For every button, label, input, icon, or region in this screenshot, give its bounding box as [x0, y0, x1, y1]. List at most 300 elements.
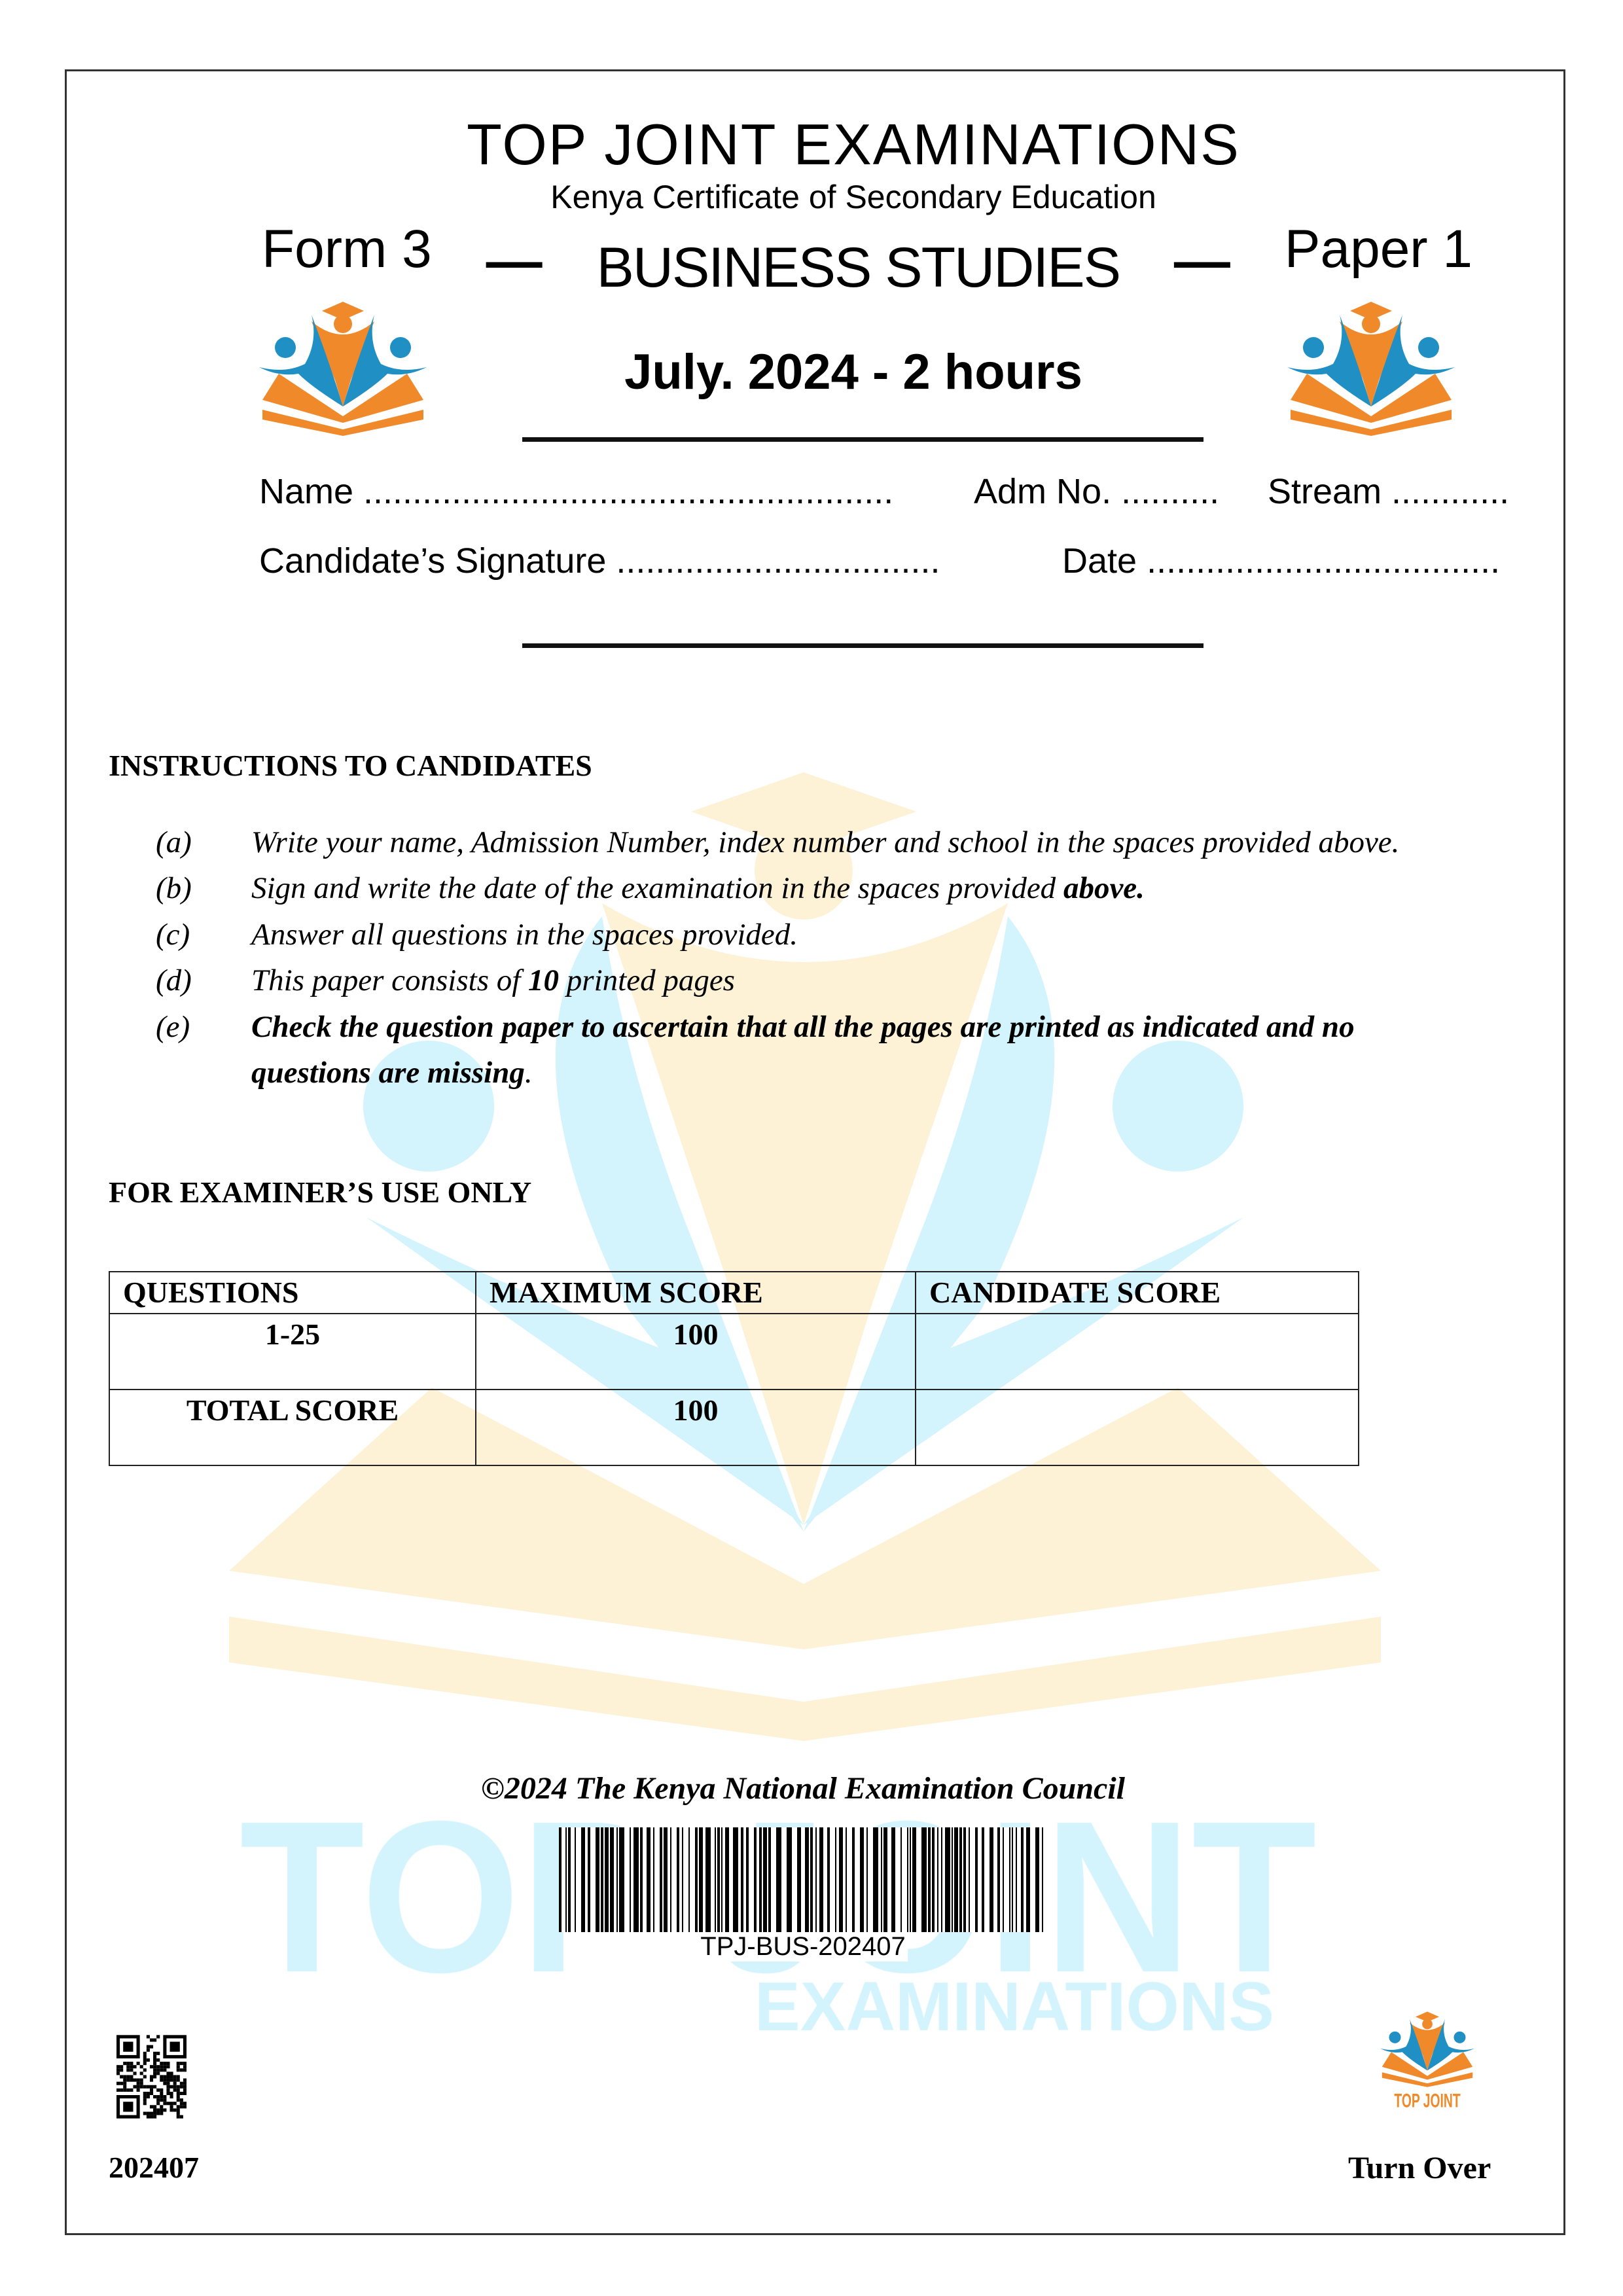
barcode-bar	[1016, 1827, 1017, 1932]
qr-module	[150, 2079, 153, 2082]
qr-module	[143, 2075, 147, 2078]
barcode-bar	[559, 1827, 562, 1932]
barcode-bar	[827, 1827, 830, 1932]
stream-field[interactable]: Stream ............	[1268, 472, 1510, 511]
qr-module	[126, 2068, 130, 2072]
qr-module	[170, 2105, 173, 2108]
barcode-bar	[633, 1827, 639, 1932]
barcode-bar	[963, 1827, 966, 1932]
qr-module	[137, 2062, 140, 2065]
qr-module	[160, 2092, 163, 2095]
qr-module	[170, 2079, 173, 2082]
barcode-bar	[705, 1827, 711, 1932]
qr-module	[183, 2089, 187, 2092]
item-bold: 10	[528, 963, 560, 997]
qr-module	[177, 2108, 180, 2111]
qr-module	[147, 2035, 150, 2038]
barcode-bar	[741, 1827, 743, 1932]
qr-module	[160, 2098, 163, 2102]
barcode-bar	[941, 1827, 942, 1932]
examiner-heading: FOR EXAMINER’S USE ONLY	[109, 1175, 532, 1209]
item-label: (b)	[156, 871, 192, 905]
qr-module	[166, 2075, 169, 2078]
qr-module	[143, 2052, 147, 2055]
barcode-bar	[990, 1827, 993, 1932]
qr-module	[133, 2072, 136, 2075]
barcode-bar	[695, 1827, 698, 1932]
qr-module	[156, 2058, 160, 2062]
barcode-bar	[866, 1827, 868, 1932]
barcode-bar	[664, 1827, 668, 1932]
barcode	[559, 1827, 1047, 1932]
qr-module	[153, 2068, 156, 2072]
questions-cell: 1-25	[109, 1314, 476, 1390]
qr-module	[116, 2065, 120, 2068]
qr-module	[153, 2112, 156, 2115]
qr-module	[180, 2082, 183, 2085]
qr-module	[150, 2085, 153, 2089]
barcode-bar	[932, 1827, 935, 1932]
qr-module	[180, 2102, 183, 2105]
qr-module	[133, 2085, 136, 2089]
instruction-item-continued	[251, 1055, 533, 1090]
barcode-bar	[768, 1827, 771, 1932]
qr-module	[153, 2095, 156, 2098]
barcode-bar	[653, 1827, 654, 1932]
qr-module	[180, 2098, 183, 2102]
fields-divider	[522, 643, 1204, 648]
qr-module	[166, 2085, 169, 2089]
barcode-bar	[852, 1827, 855, 1932]
qr-module	[123, 2062, 126, 2065]
qr-module	[173, 2102, 177, 2105]
qr-module	[137, 2085, 140, 2089]
qr-module	[147, 2049, 150, 2052]
qr-module	[137, 2079, 140, 2082]
column-header: QUESTIONS	[109, 1272, 476, 1314]
subject-title: BUSINESS STUDIES	[596, 236, 1120, 299]
item-text: Write your name, Admission Number, index number and school in the spaces provided above.	[251, 825, 1400, 859]
qr-module	[177, 2112, 180, 2115]
qr-module	[153, 2052, 156, 2055]
qr-module	[156, 2068, 160, 2072]
item-bold: questions are missing	[251, 1056, 525, 1090]
turn-over-label: Turn Over	[1348, 2151, 1491, 2185]
paper-label: Paper 1	[1284, 219, 1472, 279]
qr-module	[156, 2102, 160, 2105]
barcode-bar	[616, 1827, 618, 1932]
barcode-bar	[568, 1827, 571, 1932]
qr-module	[120, 2082, 123, 2085]
barcode-bar	[699, 1827, 703, 1932]
item-label: (e)	[156, 1010, 190, 1044]
qr-module	[150, 2045, 153, 2049]
qr-module	[177, 2098, 180, 2102]
barcode-bar	[937, 1827, 938, 1932]
adm-no-field[interactable]: Adm No. ..........	[974, 472, 1220, 511]
barcode-bar	[945, 1827, 950, 1932]
qr-module	[126, 2089, 130, 2092]
qr-module	[180, 2105, 183, 2108]
column-header: CANDIDATE SCORE	[916, 1272, 1359, 1314]
dash-right: —	[1173, 230, 1230, 293]
qr-module	[183, 2068, 187, 2072]
qr-module	[143, 2058, 147, 2062]
barcode-bar	[715, 1827, 716, 1932]
qr-module	[156, 2098, 160, 2102]
exam-title: TOP JOINT EXAMINATIONS	[467, 112, 1240, 177]
qr-module	[170, 2095, 173, 2098]
barcode-bar	[1009, 1827, 1010, 1932]
barcode-bar	[975, 1827, 978, 1932]
barcode-bar	[733, 1827, 738, 1932]
score-table	[109, 1271, 1359, 1466]
qr-module	[170, 2092, 173, 2095]
school-logo-left	[259, 302, 427, 429]
qr-module	[150, 2112, 153, 2115]
qr-module	[126, 2075, 130, 2078]
qr-module	[140, 2065, 143, 2068]
instruction-item	[156, 917, 798, 952]
qr-module	[120, 2068, 123, 2072]
qr-module	[173, 2082, 177, 2085]
qr-module	[143, 2068, 147, 2072]
qr-module	[126, 2062, 130, 2065]
qr-module	[153, 2115, 156, 2119]
table-row	[109, 1314, 1359, 1390]
qr-module	[116, 2072, 120, 2075]
barcode-bar	[721, 1827, 722, 1932]
qr-module	[150, 2115, 153, 2119]
qr-module	[137, 2089, 140, 2092]
qr-module	[173, 2108, 177, 2111]
small-logo-text: TOP JOINT	[1394, 2090, 1461, 2112]
qr-module	[143, 2112, 147, 2115]
barcode-bar	[717, 1827, 720, 1932]
qr-module	[177, 2085, 180, 2089]
qr-module	[183, 2085, 187, 2089]
qr-module	[123, 2089, 126, 2092]
qr-module	[170, 2075, 173, 2078]
qr-module	[153, 2072, 156, 2075]
qr-module	[156, 2072, 160, 2075]
qr-module	[170, 2102, 173, 2105]
barcode-bar	[969, 1827, 970, 1932]
barcode-bar	[763, 1827, 767, 1932]
barcode-bar	[835, 1827, 836, 1932]
qr-module	[177, 2092, 180, 2095]
name-field[interactable]: Name ......................................................	[259, 472, 894, 511]
qr-module	[183, 2065, 187, 2068]
qr-module	[147, 2045, 150, 2049]
qr-module	[130, 2068, 133, 2072]
barcode-bar	[596, 1827, 599, 1932]
small-logo	[1380, 2011, 1474, 2119]
barcode-bar	[787, 1827, 792, 1932]
qr-module	[150, 2065, 153, 2068]
copyright-notice: ©2024 The Kenya National Examination Council	[481, 1771, 1125, 1806]
barcode-bar	[910, 1827, 911, 1932]
qr-module	[166, 2065, 169, 2068]
qr-module	[140, 2085, 143, 2089]
table-row	[109, 1390, 1359, 1465]
qr-module	[166, 2092, 169, 2095]
qr-module	[147, 2115, 150, 2119]
qr-module	[163, 2102, 166, 2105]
barcode-bar	[588, 1827, 590, 1932]
qr-module	[150, 2092, 153, 2095]
qr-module	[160, 2112, 163, 2115]
barcode-bar	[565, 1827, 567, 1932]
barcode-bar	[860, 1827, 864, 1932]
item-label: (a)	[156, 825, 192, 859]
qr-module	[143, 2095, 147, 2098]
qr-module	[183, 2082, 187, 2085]
barcode-bar	[901, 1827, 902, 1932]
dash-left: —	[486, 230, 543, 293]
qr-module	[140, 2072, 143, 2075]
qr-module	[183, 2079, 187, 2082]
qr-module	[166, 2079, 169, 2082]
qr-module	[180, 2085, 183, 2089]
table-header-row	[109, 1272, 1359, 1314]
qr-module	[130, 2089, 133, 2092]
form-label: Form 3	[262, 219, 432, 279]
barcode-bar	[725, 1827, 729, 1932]
qr-module	[173, 2089, 177, 2092]
qr-module	[120, 2075, 123, 2078]
signature-field[interactable]: Candidate’s Signature .................................	[259, 541, 940, 581]
barcode-bar	[1026, 1827, 1030, 1932]
header-divider	[522, 437, 1204, 442]
qr-module	[160, 2108, 163, 2111]
exam-date-duration: July. 2024 - 2 hours	[624, 344, 1082, 400]
qr-module	[147, 2058, 150, 2062]
qr-module	[163, 2065, 166, 2068]
barcode-bar	[776, 1827, 781, 1932]
barcode-bar	[1012, 1827, 1013, 1932]
barcode-bar	[959, 1827, 962, 1932]
qr-module	[156, 2095, 160, 2098]
barcode-bar	[921, 1827, 927, 1932]
qr-module	[130, 2079, 133, 2082]
qr-module	[163, 2079, 166, 2082]
qr-module	[177, 2079, 180, 2082]
qr-module	[123, 2085, 126, 2089]
qr-module	[160, 2065, 163, 2068]
qr-module	[150, 2105, 153, 2108]
date-field[interactable]: Date ....................................	[1062, 541, 1501, 581]
barcode-bar	[619, 1827, 624, 1932]
qr-module	[156, 2035, 160, 2038]
qr-module	[116, 2089, 120, 2092]
qr-module	[126, 2065, 130, 2068]
barcode-bar	[912, 1827, 916, 1932]
qr-module	[156, 2108, 160, 2111]
qr-module	[153, 2105, 156, 2108]
qr-module	[156, 2065, 160, 2068]
instructions-heading: INSTRUCTIONS TO CANDIDATES	[109, 749, 592, 782]
barcode-bar	[1021, 1827, 1024, 1932]
qr-module	[150, 2038, 153, 2041]
qr-module	[160, 2075, 163, 2078]
barcode-bar	[954, 1827, 958, 1932]
qr-module	[156, 2089, 160, 2092]
qr-module	[153, 2085, 156, 2089]
qr-module	[160, 2062, 163, 2065]
barcode-bar	[881, 1827, 882, 1932]
qr-module	[116, 2068, 120, 2072]
item-bold: above.	[1063, 871, 1145, 905]
barcode-bar	[759, 1827, 762, 1932]
item-text: This paper consists of	[251, 963, 529, 997]
qr-module	[160, 2079, 163, 2082]
barcode-bar	[670, 1827, 671, 1932]
barcode-bar	[997, 1827, 1000, 1932]
qr-module	[163, 2095, 166, 2098]
barcode-bar	[754, 1827, 757, 1932]
qr-module	[123, 2079, 126, 2082]
qr-module	[180, 2115, 183, 2119]
qr-module	[147, 2112, 150, 2115]
qr-module	[180, 2068, 183, 2072]
qr-module	[177, 2068, 180, 2072]
barcode-text: TPJ-BUS-202407	[698, 1932, 908, 1962]
exam-subtitle: Kenya Certificate of Secondary Education	[550, 179, 1156, 215]
qr-module	[160, 2105, 163, 2108]
barcode-bar	[839, 1827, 843, 1932]
qr-module	[153, 2108, 156, 2111]
qr-module	[147, 2095, 150, 2098]
qr-module	[177, 2075, 180, 2078]
qr-module	[163, 2108, 166, 2111]
barcode-bar	[640, 1827, 643, 1932]
instruction-item	[156, 870, 1145, 906]
qr-module	[123, 2082, 126, 2085]
qr-module	[150, 2075, 153, 2078]
school-logo-right	[1287, 302, 1455, 429]
qr-module	[170, 2108, 173, 2111]
qr-module	[177, 2105, 180, 2108]
qr-module	[143, 2085, 147, 2089]
barcode-bar	[605, 1827, 609, 1932]
qr-module	[153, 2062, 156, 2065]
qr-module	[160, 2095, 163, 2098]
barcode-bar	[688, 1827, 690, 1932]
barcode-bar	[660, 1827, 662, 1932]
qr-module	[177, 2089, 180, 2092]
qr-module	[177, 2095, 180, 2098]
qr-module	[140, 2079, 143, 2082]
qr-module	[140, 2082, 143, 2085]
candidate-score-cell[interactable]	[916, 1314, 1359, 1390]
qr-module	[163, 2082, 166, 2085]
item-text-after: printed pages	[559, 963, 735, 997]
barcode-bar	[682, 1827, 683, 1932]
qr-module	[150, 2089, 153, 2092]
qr-module	[126, 2079, 130, 2082]
paper-code: 202407	[109, 2151, 199, 2184]
qr-module	[120, 2089, 123, 2092]
column-header: MAXIMUM SCORE	[476, 1272, 916, 1314]
qr-finder	[123, 2042, 133, 2052]
qr-module	[163, 2075, 166, 2078]
instruction-item	[156, 1009, 1355, 1045]
qr-module	[163, 2068, 166, 2072]
barcode-bar	[805, 1827, 809, 1932]
qr-finder	[123, 2102, 133, 2111]
qr-module	[156, 2112, 160, 2115]
qr-module	[170, 2072, 173, 2075]
barcode-bar	[575, 1827, 576, 1932]
barcode-bar	[1042, 1827, 1043, 1932]
qr-module	[153, 2065, 156, 2068]
barcode-bar	[873, 1827, 878, 1932]
candidate-score-cell[interactable]	[916, 1390, 1359, 1465]
barcode-bar	[1003, 1827, 1004, 1932]
qr-module	[130, 2065, 133, 2068]
barcode-bar	[952, 1827, 953, 1932]
barcode-bar	[581, 1827, 585, 1932]
qr-module	[153, 2038, 156, 2041]
qr-module	[143, 2055, 147, 2058]
qr-module	[147, 2085, 150, 2089]
barcode-bar	[647, 1827, 651, 1932]
qr-code-icon	[116, 2035, 187, 2119]
qr-module	[180, 2062, 183, 2065]
item-text-after: .	[524, 1056, 533, 1090]
barcode-bar	[815, 1827, 817, 1932]
qr-module	[147, 2092, 150, 2095]
qr-module	[123, 2075, 126, 2078]
questions-cell: TOTAL SCORE	[109, 1390, 476, 1465]
qr-module	[143, 2092, 147, 2095]
qr-module	[166, 2082, 169, 2085]
qr-module	[156, 2052, 160, 2055]
barcode-bar	[891, 1827, 895, 1932]
max-score-cell: 100	[476, 1390, 916, 1465]
qr-module	[160, 2089, 163, 2092]
qr-module	[153, 2075, 156, 2078]
qr-module	[173, 2079, 177, 2082]
qr-module	[183, 2102, 187, 2105]
barcode-bar	[610, 1827, 614, 1932]
qr-module	[163, 2062, 166, 2065]
qr-module	[183, 2092, 187, 2095]
qr-module	[143, 2098, 147, 2102]
qr-module	[120, 2065, 123, 2068]
qr-module	[183, 2062, 187, 2065]
qr-module	[143, 2102, 147, 2105]
qr-module	[166, 2062, 169, 2065]
barcode-bar	[1035, 1827, 1039, 1932]
qr-module	[160, 2068, 163, 2072]
item-text: Answer all questions in the spaces provided.	[251, 918, 798, 952]
qr-module	[133, 2065, 136, 2068]
barcode-bar	[982, 1827, 984, 1932]
instruction-item	[156, 963, 735, 998]
barcode-bar	[630, 1827, 631, 1932]
qr-module	[170, 2085, 173, 2089]
item-label: (c)	[156, 918, 190, 952]
barcode-bar	[601, 1827, 603, 1932]
qr-module	[133, 2079, 136, 2082]
qr-module	[153, 2058, 156, 2062]
barcode-bar	[928, 1827, 931, 1932]
item-bold: Check the question paper to ascertain that all the pages are printed as indicated and no	[251, 1010, 1355, 1044]
barcode-bar	[797, 1827, 801, 1932]
qr-module	[166, 2072, 169, 2075]
